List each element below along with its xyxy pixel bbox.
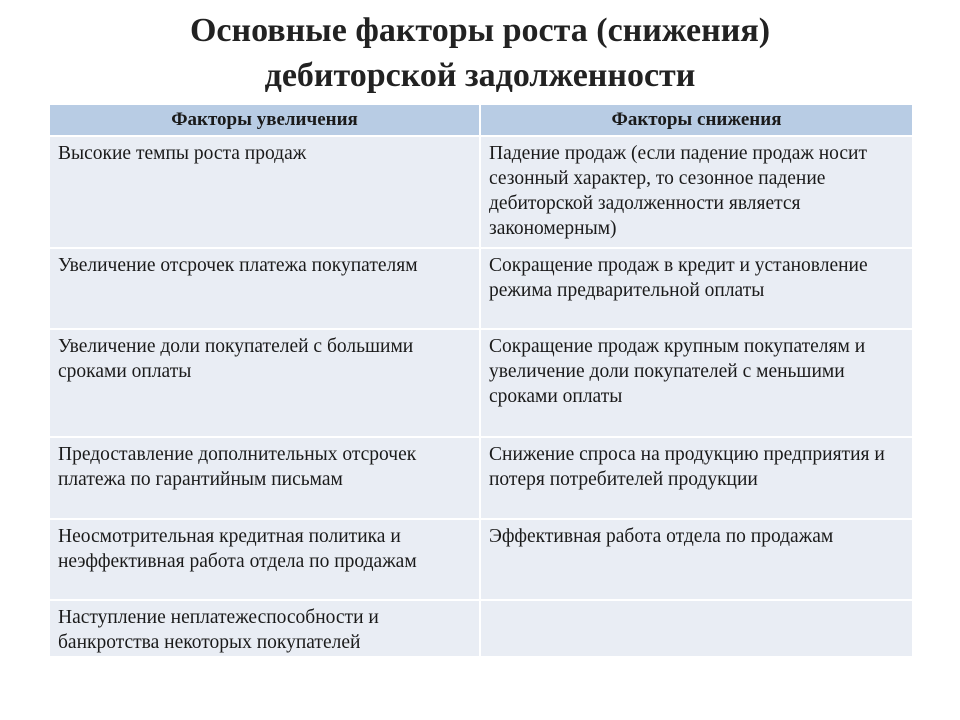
table-row bbox=[50, 438, 912, 520]
increase-factor-cell: Увеличение отсрочек платежа покупателям bbox=[50, 249, 481, 330]
decrease-factor-cell: Снижение спроса на продукцию предприятия и потеря потребителей продукции bbox=[481, 438, 912, 520]
factors-table bbox=[50, 105, 912, 656]
decrease-factor-cell: Эффективная работа отдела по продажам bbox=[481, 520, 912, 601]
header-decrease-factors: Факторы снижения bbox=[481, 105, 912, 137]
slide-title-line-1: Основные факторы роста (снижения) bbox=[189, 12, 771, 49]
increase-factor-cell: Наступление неплатежеспособности и банкротства некоторых покупателей bbox=[50, 601, 481, 656]
increase-factor-cell: Высокие темпы роста продаж bbox=[50, 137, 481, 249]
increase-factor-cell: Увеличение доли покупателей с большими сроками оплаты bbox=[50, 330, 481, 438]
decrease-factor-cell bbox=[481, 601, 912, 656]
decrease-factor-cell: Сокращение продаж в кредит и установление режима предварительной оплаты bbox=[481, 249, 912, 330]
increase-factor-cell: Неосмотрительная кредитная политика и неэффективная работа отдела по продажам bbox=[50, 520, 481, 601]
decrease-factor-cell: Сокращение продаж крупным покупателям и увеличение доли покупателей с меньшими сроками оплаты bbox=[481, 330, 912, 438]
decrease-factor-cell: Падение продаж (если падение продаж носит сезонный характер, то сезонное падение дебиторской задолженности является закономерным) bbox=[481, 137, 912, 249]
table-row bbox=[50, 330, 912, 438]
table-row bbox=[50, 249, 912, 330]
table-row bbox=[50, 520, 912, 601]
table-row bbox=[50, 137, 912, 249]
slide-title bbox=[0, 8, 960, 98]
increase-factor-cell: Предоставление дополнительных отсрочек платежа по гарантийным письмам bbox=[50, 438, 481, 520]
table-header-row bbox=[50, 105, 912, 137]
table-row bbox=[50, 601, 912, 656]
header-increase-factors: Факторы увеличения bbox=[50, 105, 481, 137]
slide-title-line-2: дебиторской задолженности bbox=[264, 57, 696, 94]
